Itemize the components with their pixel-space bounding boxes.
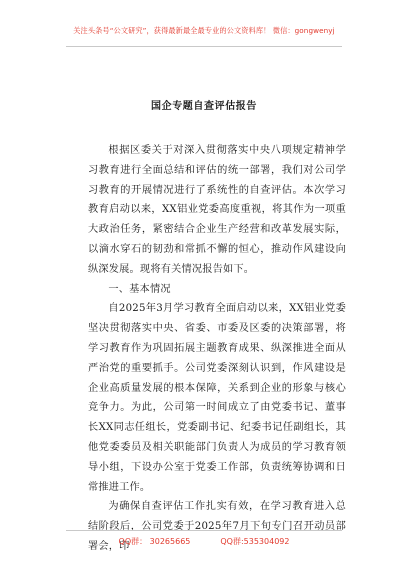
body-paragraph: 自2025年3月学习教育全面启动以来，XX铝业党委坚决贯彻落实中央、省委、市委及区委的决策部署，将学习教育作为巩固拓展主题教育成果、纵深推进全面从严治党的重要抓手。公司党委深刻认识到，作风建设是企业高质量发展的根本保障，关系到企业的形象与核心竞争力。为此，公司第一时间成立了由党委书记、董事长XX同志任组长，党委副书记、纪委书记任副组长，其他党委委员及相关职能部门负责人为成员的学习教育领导小组，下设办公室于党委工作部，负责统筹协调和日常推进工作。 (88, 303, 346, 493)
body-paragraph-continued: 为确保自查评估工作扎实有效，在学习教育进入总结阶段后，公司党委于2025年7月下旬专门召开动员部署会，印 (88, 501, 346, 552)
intro-paragraph: 根据区委关于对深入贯彻落实中央八项规定精神学习教育进行全面总结和评估的统一部署，我们对公司学习教育的开展情况进行了系统性的自查评估。本次学习教育启动以来，XX铝业党委高度重视，将其作为一项重大政治任务，紧密结合企业生产经营和改革发展实际，以滴水穿石的韧劲和常抓不懈的恒心，推动作风建设向纵深发展。现将有关情况报告如下。 (88, 145, 346, 275)
document-body (88, 141, 346, 557)
document-title: 国企专题自查评估报告 (151, 101, 257, 112)
top-divider (66, 46, 342, 47)
top-banner: 关注头条号“公文研究”，获得最新最全最专业的公文资料库！ 微信：gongwenyj (73, 26, 335, 35)
bottom-divider (66, 530, 342, 531)
footer-qq-2: QQ群:535304092 (220, 537, 290, 546)
section-heading: 一、基本情况 (108, 283, 171, 295)
footer-qq-1: QQ群： 30265665 (118, 537, 191, 546)
footer-contact (0, 536, 408, 547)
